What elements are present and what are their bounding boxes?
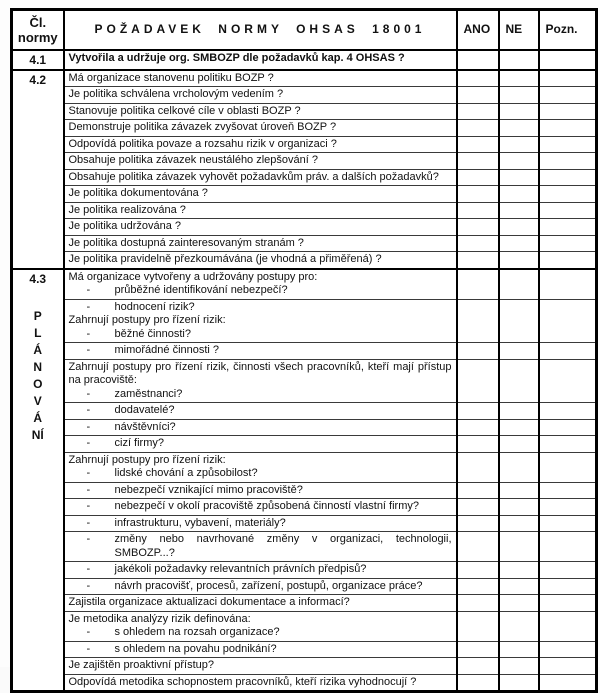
requirement-cell	[64, 419, 457, 436]
ne-cell	[499, 219, 539, 236]
requirement-cell	[64, 403, 457, 420]
bullet-dash: -	[86, 300, 91, 313]
ne-cell	[499, 436, 539, 453]
bullet-line	[69, 517, 452, 531]
pozn-cell	[539, 419, 597, 436]
header-norm-article: Čl. normy	[12, 10, 64, 51]
pozn-cell	[539, 186, 597, 203]
ano-cell	[457, 562, 499, 579]
bullet-dash: -	[86, 404, 91, 416]
ano-cell	[457, 136, 499, 153]
requirement-cell	[64, 269, 457, 300]
ano-cell	[457, 299, 499, 343]
requirement-cell	[64, 235, 457, 252]
table-header	[12, 10, 597, 51]
ne-cell	[499, 562, 539, 579]
requirement-cell	[64, 153, 457, 170]
ano-cell	[457, 103, 499, 120]
requirement-text: návštěvníci?	[114, 420, 176, 433]
requirement-text: nebezpečí vznikající mimo pracoviště?	[114, 483, 303, 496]
requirement-cell	[64, 482, 457, 499]
table-row	[12, 299, 597, 343]
bullet-line	[69, 500, 452, 514]
bullet-dash: -	[86, 563, 91, 575]
table-row	[12, 136, 597, 153]
pozn-cell	[539, 169, 597, 186]
header-no: NE	[499, 10, 539, 51]
ano-cell	[457, 436, 499, 453]
ne-cell	[499, 359, 539, 403]
bullet-dash: -	[86, 344, 91, 356]
pozn-cell	[539, 562, 597, 579]
requirement-text: lidské chování a způsobilost?	[114, 467, 258, 479]
ano-cell	[457, 611, 499, 641]
header-note: Pozn.	[539, 10, 597, 51]
pozn-cell	[539, 50, 597, 70]
requirement-cell	[64, 186, 457, 203]
requirement-cell	[64, 658, 457, 675]
requirement-text: Zahrnují postupy pro řízení rizik, činnosti všech pracovníků, kteří mají přístup na pracoviště:	[68, 360, 452, 386]
bullet-line	[69, 284, 452, 298]
requirement-text: návrh pracovišť, procesů, zařízení, postupů, organizace práce?	[114, 579, 423, 592]
table-row	[12, 70, 597, 87]
ano-cell	[457, 641, 499, 658]
requirement-cell	[64, 578, 457, 595]
table-row	[12, 578, 597, 595]
ne-cell	[499, 343, 539, 360]
bullet-line	[69, 421, 452, 435]
ne-cell	[499, 452, 539, 482]
requirement-cell	[64, 674, 457, 692]
requirement-text: nebezpečí v okolí pracoviště způsobená činností vlastní firmy?	[114, 500, 419, 512]
bullet-dash: -	[86, 579, 91, 592]
requirement-text: změny nebo navrhované změny v organizaci, technologii, SMBOZP...?	[114, 533, 452, 559]
pozn-cell	[539, 482, 597, 499]
ano-cell	[457, 50, 499, 70]
requirement-text: cizí firmy?	[114, 437, 164, 449]
requirement-cell	[64, 452, 457, 482]
bullet-line	[69, 388, 452, 402]
ne-cell	[499, 87, 539, 104]
requirement-text: hodnocení rizik?	[114, 300, 195, 313]
table-row	[12, 186, 597, 203]
bullet-line	[69, 328, 452, 342]
table-row	[12, 515, 597, 532]
table-row	[12, 452, 597, 482]
requirement-text: Obsahuje politika závazek vyhovět požadavkům práv. a dalších požadavků?	[68, 170, 439, 183]
pozn-cell	[539, 252, 597, 269]
ano-cell	[457, 359, 499, 403]
table-row	[12, 50, 597, 70]
pozn-cell	[539, 202, 597, 219]
ne-cell	[499, 482, 539, 499]
norm-article-cell	[12, 269, 64, 692]
pozn-cell	[539, 499, 597, 516]
ne-cell	[499, 169, 539, 186]
ano-cell	[457, 419, 499, 436]
requirement-cell	[64, 359, 457, 403]
bullet-line	[69, 580, 452, 594]
table-row	[12, 419, 597, 436]
requirement-text: Je zajištěn proaktivní přístup?	[68, 659, 215, 671]
ne-cell	[499, 120, 539, 137]
bullet-line	[69, 437, 452, 451]
bullet-dash: -	[86, 533, 91, 545]
ne-cell	[499, 202, 539, 219]
ano-cell	[457, 532, 499, 562]
ohsas-checklist-table	[10, 8, 598, 693]
requirement-text: mimořádné činnosti ?	[114, 344, 220, 356]
header-row	[12, 10, 597, 51]
ne-cell	[499, 515, 539, 532]
pozn-cell	[539, 136, 597, 153]
requirement-cell	[64, 50, 457, 70]
ano-cell	[457, 452, 499, 482]
bullet-dash: -	[86, 500, 91, 512]
pozn-cell	[539, 343, 597, 360]
ne-cell	[499, 153, 539, 170]
table-row	[12, 169, 597, 186]
ne-cell	[499, 403, 539, 420]
requirement-cell	[64, 532, 457, 562]
requirement-cell	[64, 611, 457, 641]
bullet-dash: -	[86, 327, 91, 340]
table-row	[12, 403, 597, 420]
section-number: 4.1	[29, 53, 47, 67]
requirement-text: Zahrnují postupy pro řízení rizik:	[68, 453, 226, 466]
ano-cell	[457, 87, 499, 104]
requirement-text: Vytvořila a udržuje org. SMBOZP dle požadavků kap. 4 OHSAS ?	[68, 52, 405, 64]
pozn-cell	[539, 120, 597, 137]
bullet-line	[69, 533, 452, 560]
ne-cell	[499, 419, 539, 436]
requirement-cell	[64, 70, 457, 87]
ne-cell	[499, 674, 539, 692]
ne-cell	[499, 235, 539, 252]
ano-cell	[457, 499, 499, 516]
bullet-dash: -	[86, 642, 91, 655]
pozn-cell	[539, 578, 597, 595]
requirement-text: Má organizace stanovenu politiku BOZP ?	[68, 71, 274, 84]
ano-cell	[457, 252, 499, 269]
table-row	[12, 219, 597, 236]
requirement-text: Odpovídá metodika schopnostem pracovníků, kteří rizika vyhodnocují ?	[68, 675, 417, 688]
bullet-dash: -	[86, 387, 91, 400]
requirement-cell	[64, 515, 457, 532]
requirement-text: Stanovuje politika celkové cíle v oblasti BOZP ?	[68, 104, 301, 117]
ano-cell	[457, 674, 499, 692]
header-yes: ANO	[457, 10, 499, 51]
requirement-text: průběžné identifikování nebezpečí?	[114, 284, 288, 296]
requirement-cell	[64, 219, 457, 236]
ne-cell	[499, 186, 539, 203]
pozn-cell	[539, 299, 597, 343]
pozn-cell	[539, 674, 597, 692]
pozn-cell	[539, 641, 597, 658]
ne-cell	[499, 578, 539, 595]
pozn-cell	[539, 532, 597, 562]
ne-cell	[499, 595, 539, 612]
bullet-dash: -	[86, 284, 91, 296]
bullet-line	[69, 484, 452, 498]
pozn-cell	[539, 235, 597, 252]
requirement-cell	[64, 120, 457, 137]
bullet-dash: -	[86, 437, 91, 449]
table-row	[12, 436, 597, 453]
requirement-text: Obsahuje politika závazek neustálého zlepšování ?	[68, 154, 318, 166]
requirement-cell	[64, 87, 457, 104]
pozn-cell	[539, 70, 597, 87]
ano-cell	[457, 169, 499, 186]
ano-cell	[457, 120, 499, 137]
ano-cell	[457, 403, 499, 420]
norm-article-cell	[12, 70, 64, 269]
table-row	[12, 482, 597, 499]
pozn-cell	[539, 103, 597, 120]
requirement-cell	[64, 202, 457, 219]
ne-cell	[499, 641, 539, 658]
requirement-text: jakékoli požadavky relevantních právních předpisů?	[114, 563, 367, 575]
bullet-dash: -	[86, 483, 91, 496]
table-row	[12, 499, 597, 516]
ano-cell	[457, 482, 499, 499]
table-row	[12, 562, 597, 579]
ne-cell	[499, 269, 539, 300]
table-row	[12, 269, 597, 300]
requirement-cell	[64, 343, 457, 360]
requirement-text: s ohledem na rozsah organizace?	[114, 626, 280, 638]
pozn-cell	[539, 219, 597, 236]
table-row	[12, 359, 597, 403]
pozn-cell	[539, 153, 597, 170]
ne-cell	[499, 136, 539, 153]
ano-cell	[457, 186, 499, 203]
table-row	[12, 641, 597, 658]
bullet-dash: -	[86, 626, 91, 638]
requirement-text: Zahrnují postupy pro řízení rizik:	[68, 314, 226, 326]
ne-cell	[499, 299, 539, 343]
bullet-line	[69, 643, 452, 657]
pozn-cell	[539, 611, 597, 641]
requirement-cell	[64, 562, 457, 579]
requirement-cell	[64, 252, 457, 269]
ne-cell	[499, 532, 539, 562]
ano-cell	[457, 153, 499, 170]
ano-cell	[457, 70, 499, 87]
table-row	[12, 202, 597, 219]
table-row	[12, 87, 597, 104]
table-row	[12, 153, 597, 170]
requirement-text: běžné činnosti?	[114, 327, 191, 340]
requirement-text: Odpovídá politika povaze a rozsahu rizik v organizaci ?	[68, 137, 337, 150]
requirement-text: s ohledem na povahu podnikání?	[114, 642, 277, 655]
requirement-text: Je politika pravidelně přezkoumávána (je vhodná a přiměřená) ?	[68, 253, 382, 265]
table-row	[12, 611, 597, 641]
requirement-text: Je metodika analýzy rizik definována:	[68, 612, 251, 625]
bullet-line	[69, 467, 452, 481]
pozn-cell	[539, 436, 597, 453]
table-row	[12, 595, 597, 612]
ano-cell	[457, 219, 499, 236]
section-number: 4.2	[29, 72, 47, 87]
ne-cell	[499, 611, 539, 641]
requirement-text: Demonstruje politika závazek zvyšovat úroveň BOZP ?	[68, 121, 337, 133]
ano-cell	[457, 202, 499, 219]
ne-cell	[499, 658, 539, 675]
ano-cell	[457, 658, 499, 675]
bullet-line	[69, 626, 452, 640]
requirement-text: dodavatelé?	[114, 404, 175, 416]
table-row	[12, 252, 597, 269]
bullet-line	[69, 404, 452, 418]
section-vertical-label: PLÁNOVÁNÍ	[31, 309, 44, 442]
ne-cell	[499, 252, 539, 269]
pozn-cell	[539, 658, 597, 675]
requirement-text: infrastrukturu, vybavení, materiály?	[114, 516, 286, 529]
ne-cell	[499, 70, 539, 87]
pozn-cell	[539, 269, 597, 300]
table-row	[12, 658, 597, 675]
requirement-cell	[64, 103, 457, 120]
ano-cell	[457, 343, 499, 360]
table-row	[12, 120, 597, 137]
pozn-cell	[539, 452, 597, 482]
pozn-cell	[539, 403, 597, 420]
bullet-dash: -	[86, 516, 91, 529]
header-requirement: POŽADAVEK NORMY OHSAS 18001	[64, 10, 457, 51]
requirement-text: Je politika dokumentována ?	[68, 187, 208, 199]
requirement-cell	[64, 299, 457, 343]
requirement-text: Zajistila organizace aktualizaci dokumentace a informací?	[68, 596, 350, 608]
ano-cell	[457, 595, 499, 612]
bullet-dash: -	[86, 467, 91, 479]
checklist-body	[12, 50, 597, 692]
requirement-text: Je politika dostupná zainteresovaným stranám ?	[68, 236, 304, 249]
requirement-text: Je politika realizována ?	[68, 203, 186, 216]
table-row	[12, 532, 597, 562]
ne-cell	[499, 103, 539, 120]
ne-cell	[499, 50, 539, 70]
requirement-text: Je politika udržována ?	[68, 220, 182, 232]
ano-cell	[457, 578, 499, 595]
ano-cell	[457, 235, 499, 252]
ne-cell	[499, 499, 539, 516]
table-row	[12, 674, 597, 692]
bullet-line	[69, 563, 452, 577]
bullet-line	[69, 301, 452, 315]
table-row	[12, 103, 597, 120]
norm-article-cell	[12, 50, 64, 70]
ano-cell	[457, 269, 499, 300]
requirement-cell	[64, 499, 457, 516]
table-row	[12, 235, 597, 252]
requirement-text: Má organizace vytvořeny a udržovány postupy pro:	[68, 270, 318, 283]
pozn-cell	[539, 595, 597, 612]
requirement-cell	[64, 169, 457, 186]
requirement-cell	[64, 136, 457, 153]
bullet-dash: -	[86, 420, 91, 433]
ano-cell	[457, 515, 499, 532]
requirement-text: Je politika schválena vrcholovým vedením ?	[68, 88, 284, 100]
requirement-cell	[64, 641, 457, 658]
section-number: 4.3	[29, 271, 47, 286]
requirement-cell	[64, 595, 457, 612]
bullet-line	[69, 344, 452, 358]
pozn-cell	[539, 87, 597, 104]
requirement-text: zaměstnanci?	[114, 387, 183, 400]
table-row	[12, 343, 597, 360]
pozn-cell	[539, 359, 597, 403]
requirement-cell	[64, 436, 457, 453]
pozn-cell	[539, 515, 597, 532]
